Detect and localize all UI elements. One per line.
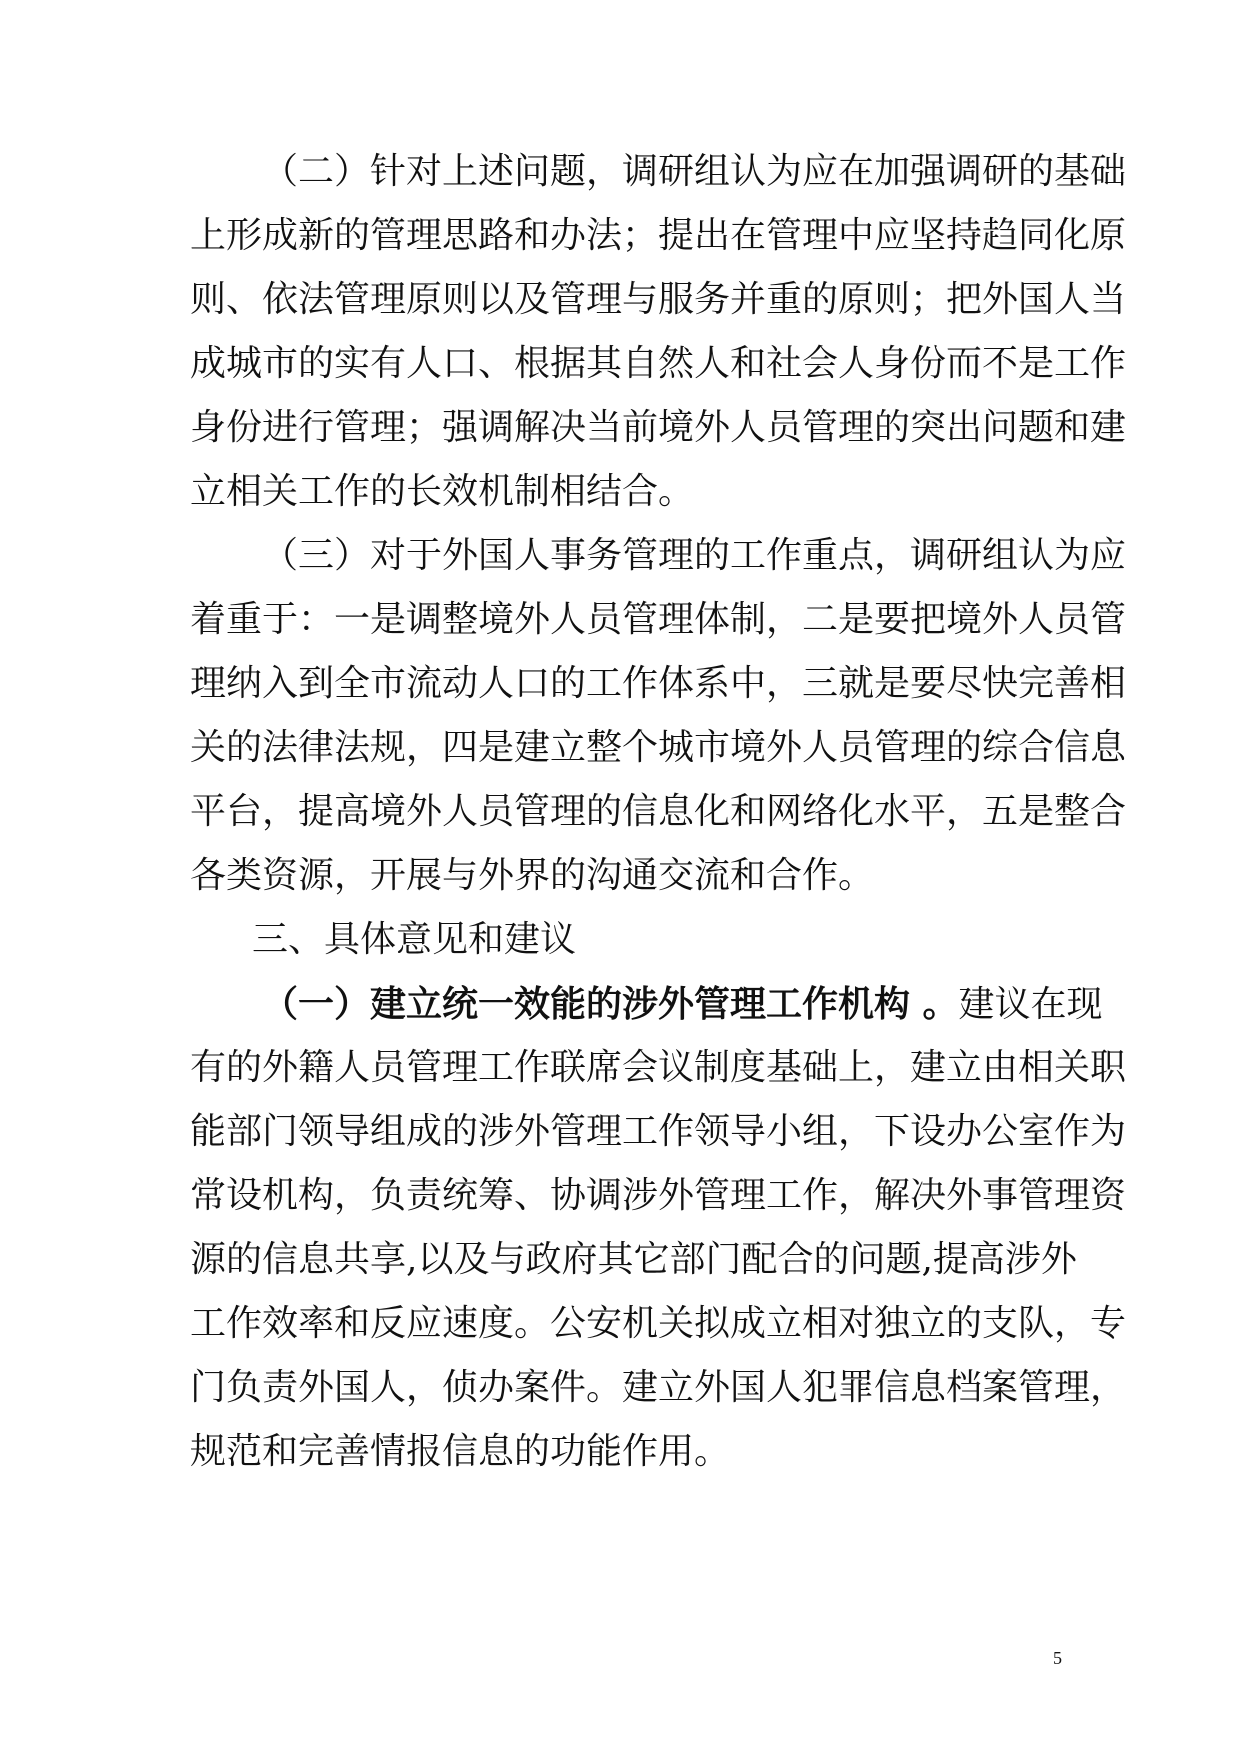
paragraph-3-line-6: 各类资源，开展与外界的沟通交流和合作。 bbox=[190, 855, 875, 896]
paragraph-2-line-5: 身份进行管理；强调解决当前境外人员管理的突出问题和建 bbox=[190, 407, 1127, 448]
paragraph-4-line-3: 能部门领导组成的涉外管理工作领导小组，下设办公室作为 bbox=[190, 1111, 1127, 1152]
paragraph-4-line-1 bbox=[262, 976, 1103, 1032]
paragraph-4-line-5: 源的信息共享,以及与政府其它部门配合的问题,提高涉外 bbox=[190, 1239, 1077, 1280]
paragraph-4-line-8: 规范和完善情报信息的功能作用。 bbox=[190, 1431, 731, 1472]
paragraph-2-line-1: （二）针对上述问题，调研组认为应在加强调研的基础 bbox=[262, 151, 1127, 192]
paragraph-3-line-3: 理纳入到全市流动人口的工作体系中，三就是要尽快完善相 bbox=[190, 663, 1127, 704]
page-number: 5 bbox=[1053, 1648, 1062, 1668]
paragraph-4-line-7: 门负责外国人，侦办案件。建立外国人犯罪信息档案管理， bbox=[190, 1367, 1127, 1408]
paragraph-4-line-6: 工作效率和反应速度。公安机关拟成立相对独立的支队，专 bbox=[190, 1303, 1127, 1344]
paragraph-3-line-4: 关的法律法规，四是建立整个城市境外人员管理的综合信息 bbox=[190, 727, 1127, 768]
paragraph-2-line-2: 上形成新的管理思路和办法；提出在管理中应坚持趋同化原 bbox=[190, 215, 1127, 256]
section-heading: 三、具体意见和建议 bbox=[252, 919, 577, 960]
paragraph-3-line-1: （三）对于外国人事务管理的工作重点，调研组认为应 bbox=[262, 535, 1127, 576]
paragraph-3-line-5: 平台，提高境外人员管理的信息化和网络化水平，五是整合 bbox=[190, 791, 1127, 832]
paragraph-2-line-6: 立相关工作的长效机制相结合。 bbox=[190, 471, 695, 512]
paragraph-4-bold-lead: （一）建立统一效能的涉外管理工作机构 。 bbox=[262, 983, 959, 1025]
paragraph-4-first-line-rest: 建议在现 bbox=[958, 984, 1103, 1025]
paragraph-3-line-2: 着重于：一是调整境外人员管理体制，二是要把境外人员管 bbox=[190, 599, 1127, 640]
paragraph-2-line-3: 则、依法管理原则以及管理与服务并重的原则；把外国人当 bbox=[190, 279, 1127, 320]
paragraph-4-line-4: 常设机构，负责统筹、协调涉外管理工作，解决外事管理资 bbox=[190, 1175, 1127, 1216]
paragraph-2-line-4: 成城市的实有人口、根据其自然人和社会人身份而不是工作 bbox=[190, 343, 1127, 384]
paragraph-4-line-2: 有的外籍人员管理工作联席会议制度基础上，建立由相关职 bbox=[190, 1047, 1127, 1088]
